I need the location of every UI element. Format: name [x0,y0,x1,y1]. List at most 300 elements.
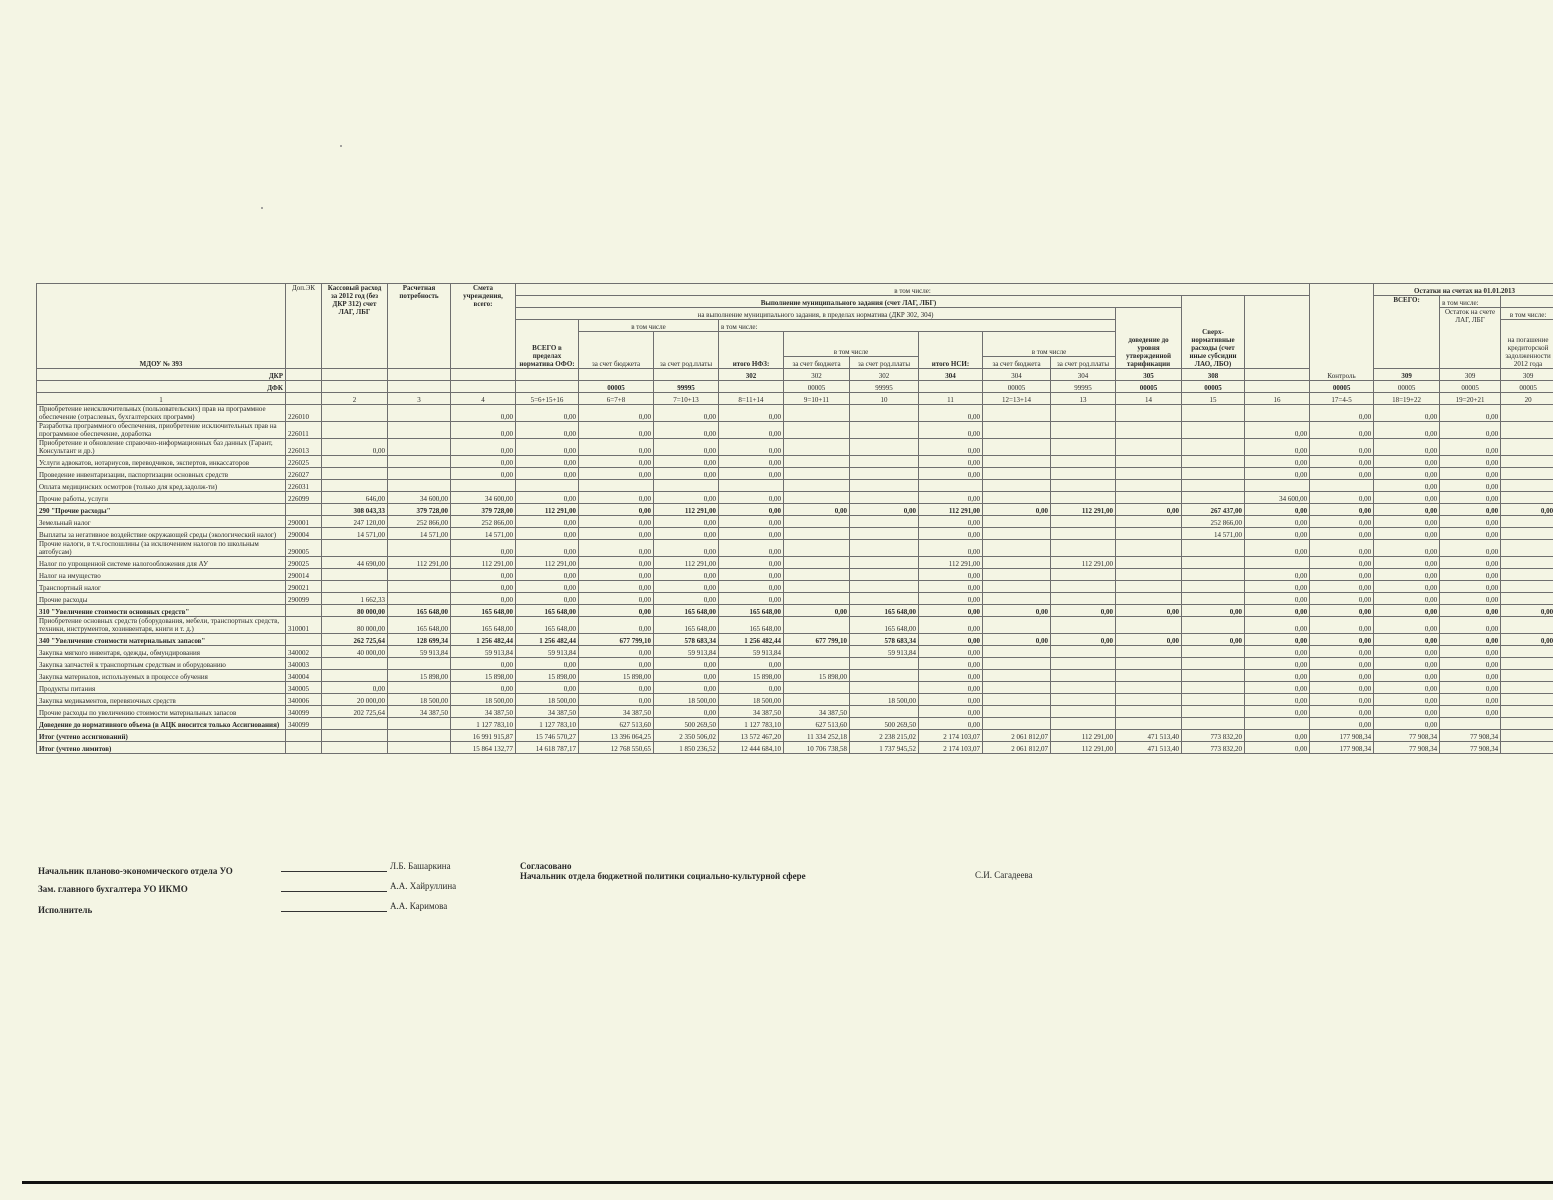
row-value: 165 648,00 [451,605,516,617]
row-value [1116,468,1182,480]
row-value: 0,00 [919,706,983,718]
dkr-cell: 305 [1116,369,1182,381]
dop-ek-header: Доп.ЭК [286,284,322,369]
row-value [1051,646,1116,658]
row-value: 0,00 [1310,581,1374,593]
row-value: 1 850 236,52 [654,742,719,754]
row-value [850,528,919,540]
dfk-cell: 00005 [579,381,654,393]
dfk-cell: 00005 [1374,381,1440,393]
row-value: 0,00 [919,605,983,617]
column-number: 10 [850,393,919,405]
row-value: 0,00 [451,468,516,480]
row-value: 14 571,00 [388,528,451,540]
row-value: 0,00 [654,569,719,581]
row-value [983,694,1051,706]
table-row [37,405,1553,422]
scan-speck [340,145,342,147]
row-value [1182,593,1245,605]
vsego-norm-header: ВСЕГО в пределах норматива ОФО: [516,320,579,369]
row-value [322,422,388,439]
row-value: 112 291,00 [1051,557,1116,569]
table-row [37,730,1553,742]
row-value: 0,00 [1374,422,1440,439]
row-value: 252 866,00 [388,516,451,528]
row-value [983,480,1051,492]
row-name: Проведение инвентаризации, паспортизации основных средств [37,468,286,480]
row-value: 0,00 [1245,617,1310,634]
row-value [1501,528,1553,540]
row-value: 0,00 [654,516,719,528]
row-value [983,439,1051,456]
row-value: 0,00 [579,646,654,658]
row-value: 0,00 [654,670,719,682]
row-value: 20 000,00 [322,694,388,706]
dkr-cell: 304 [1051,369,1116,381]
row-value: 0,00 [654,422,719,439]
row-value [322,718,388,730]
row-value [388,581,451,593]
table-row [37,480,1553,492]
row-value [1501,670,1553,682]
row-value: 0,00 [1440,540,1501,557]
row-value: 379 728,00 [451,504,516,516]
row-value: 0,00 [451,658,516,670]
table-row [37,670,1553,682]
row-value: 15 898,00 [579,670,654,682]
row-value: 500 269,50 [654,718,719,730]
row-value [1501,569,1553,581]
row-value [322,480,388,492]
row-value [784,456,850,468]
row-value: 0,00 [579,516,654,528]
row-value: 0,00 [1051,634,1116,646]
sverh-header: Сверх-нормативные расходы (счет иные субсидии ЛАО, ЛБО) [1182,296,1245,369]
row-value: 165 648,00 [719,617,784,634]
v-tom-chisle2: в том числе: [719,320,1116,332]
row-name: 290 "Прочие расходы" [37,504,286,516]
row-name: Налог на имущество [37,569,286,581]
sign3-name: А.А. Каримова [390,901,448,911]
row-value [579,480,654,492]
row-code [286,634,322,646]
dfk-cell [919,381,983,393]
row-name: Закупка медикаментов, перевязочных средств [37,694,286,706]
row-value: 15 898,00 [719,670,784,682]
row-value [1182,480,1245,492]
row-code: 340005 [286,682,322,694]
row-value: 677 799,10 [784,634,850,646]
row-value: 0,00 [1440,480,1501,492]
row-value: 0,00 [579,439,654,456]
row-value [1182,658,1245,670]
row-name: Закупка запчастей к транспортным средствам и оборудованию [37,658,286,670]
row-value: 0,00 [322,439,388,456]
za-rod-header-2: за счет род.платы [850,357,919,369]
row-value: 0,00 [1245,516,1310,528]
row-value: 202 725,64 [322,706,388,718]
row-value: 0,00 [1245,682,1310,694]
sign1-line [281,871,387,872]
row-value: 0,00 [1310,646,1374,658]
row-value [784,593,850,605]
row-value: 112 291,00 [919,557,983,569]
row-value: 0,00 [1310,682,1374,694]
row-value: 77 908,34 [1374,742,1440,754]
dkr-cell: 302 [850,369,919,381]
row-value: 0,00 [719,405,784,422]
dfk-cell: 99995 [1051,381,1116,393]
row-value: 34 387,50 [784,706,850,718]
row-value [1245,557,1310,569]
row-value: 0,00 [1051,605,1116,617]
row-value: 112 291,00 [388,557,451,569]
column-number: 2 [322,393,388,405]
row-value: 77 908,34 [1440,742,1501,754]
row-value: 80 000,00 [322,605,388,617]
row-value: 0,00 [516,492,579,504]
row-value: 0,00 [1116,504,1182,516]
row-value: 0,00 [1116,605,1182,617]
row-value: 0,00 [1440,634,1501,646]
row-code: 340004 [286,670,322,682]
row-value: 18 500,00 [850,694,919,706]
table-row [37,646,1553,658]
row-name: Оплата медицинских осмотров (только для кред.задолж-ти) [37,480,286,492]
row-value: 0,00 [1374,516,1440,528]
row-value [1182,706,1245,718]
row-value: 0,00 [1440,605,1501,617]
row-value: 0,00 [654,468,719,480]
dfk-cell: 99995 [850,381,919,393]
row-value [1116,540,1182,557]
row-value: 0,00 [919,540,983,557]
row-value: 0,00 [516,422,579,439]
row-value [1116,682,1182,694]
row-value: 0,00 [719,528,784,540]
row-value: 0,00 [1374,617,1440,634]
row-value: 0,00 [579,492,654,504]
row-value [784,480,850,492]
row-value: 0,00 [1310,540,1374,557]
row-value [1501,492,1553,504]
row-value: 13 396 064,25 [579,730,654,742]
row-value: 0,00 [1440,658,1501,670]
row-value [983,569,1051,581]
row-value: 252 866,00 [451,516,516,528]
row-value [1051,694,1116,706]
row-value: 2 174 103,07 [919,742,983,754]
table-row [37,422,1553,439]
row-code [286,742,322,754]
row-value [784,439,850,456]
column-number: 13 [1051,393,1116,405]
row-value: 0,00 [1374,480,1440,492]
row-name: Прочие работы, услуги [37,492,286,504]
row-value [983,516,1051,528]
row-value: 0,00 [1245,646,1310,658]
row-value: 0,00 [1501,605,1553,617]
row-value: 0,00 [719,540,784,557]
column-number: 17=4-5 [1310,393,1374,405]
row-value: 0,00 [1182,634,1245,646]
row-value: 0,00 [719,516,784,528]
row-value: 40 000,00 [322,646,388,658]
row-value: 0,00 [579,569,654,581]
row-code: 226027 [286,468,322,480]
za-rod-header-1: за счет род.платы [654,332,719,369]
row-value: 0,00 [1310,706,1374,718]
row-value [1051,480,1116,492]
row-value: 0,00 [1440,492,1501,504]
table-row [37,617,1553,634]
row-value [1182,646,1245,658]
row-value [983,646,1051,658]
row-value: 0,00 [719,456,784,468]
row-value: 165 648,00 [516,617,579,634]
row-value: 0,00 [1245,694,1310,706]
row-value: 0,00 [579,682,654,694]
row-value: 112 291,00 [1051,730,1116,742]
row-value [850,557,919,569]
row-value [850,405,919,422]
row-value: 0,00 [1440,557,1501,569]
row-value: 15 898,00 [451,670,516,682]
row-value: 0,00 [451,581,516,593]
row-value: 677 799,10 [579,634,654,646]
dkr-cell [1245,369,1310,381]
row-value: 0,00 [719,569,784,581]
row-value [1501,540,1553,557]
row-value [784,682,850,694]
row-value: 2 350 506,02 [654,730,719,742]
row-value: 80 000,00 [322,617,388,634]
row-value: 15 864 132,77 [451,742,516,754]
row-value: 247 120,00 [322,516,388,528]
row-value: 262 725,64 [322,634,388,646]
column-number: 11 [919,393,983,405]
column-number: 8=11+14 [719,393,784,405]
row-value [1182,439,1245,456]
row-value [1501,439,1553,456]
row-value [322,540,388,557]
row-value: 59 913,84 [388,646,451,658]
row-value: 0,00 [579,528,654,540]
row-value: 0,00 [1182,605,1245,617]
row-value: 0,00 [919,516,983,528]
row-value: 18 500,00 [516,694,579,706]
row-value: 0,00 [1310,593,1374,605]
table-row [37,718,1553,730]
row-value: 0,00 [1374,694,1440,706]
row-value: 0,00 [1245,504,1310,516]
row-value: 0,00 [579,593,654,605]
row-value [1501,617,1553,634]
row-value: 0,00 [1116,634,1182,646]
row-value: 0,00 [516,540,579,557]
row-value [1116,422,1182,439]
table-row [37,528,1553,540]
row-value: 112 291,00 [1051,504,1116,516]
column-number: 14 [1116,393,1182,405]
row-value: 627 513,60 [784,718,850,730]
row-value [1182,540,1245,557]
row-value [784,569,850,581]
row-value: 1 127 783,10 [516,718,579,730]
dfk-cell: 00005 [1501,381,1553,393]
row-value [850,540,919,557]
column-number: 9=10+11 [784,393,850,405]
dkr-cell [516,369,579,381]
row-value: 18 500,00 [451,694,516,706]
row-value [1116,569,1182,581]
row-value [1182,492,1245,504]
dkr-cell: 309 [1440,369,1501,381]
row-name: Разработка программного обеспечения, приобретение исключительных прав на программное обеспечение, доработка [37,422,286,439]
row-value: 0,00 [784,504,850,516]
row-value: 15 746 570,27 [516,730,579,742]
row-value: 0,00 [1245,742,1310,754]
row-value: 15 898,00 [388,670,451,682]
row-value [1116,480,1182,492]
row-value [784,492,850,504]
row-value: 0,00 [719,468,784,480]
row-value: 14 571,00 [322,528,388,540]
row-value [983,682,1051,694]
row-value: 0,00 [1310,694,1374,706]
row-value: 12 768 550,65 [579,742,654,754]
row-value: 18 500,00 [654,694,719,706]
row-code: 340002 [286,646,322,658]
column-number: 18=19+22 [1374,393,1440,405]
row-value: 0,00 [1374,439,1440,456]
row-value: 627 513,60 [579,718,654,730]
dfk-cell [516,381,579,393]
row-value [919,480,983,492]
row-value [784,528,850,540]
sign2-title: Зам. главного бухгалтера УО ИКМО [38,884,188,894]
row-value: 112 291,00 [654,504,719,516]
row-value [983,540,1051,557]
dfk-cell: 00005 [1182,381,1245,393]
row-value [1182,456,1245,468]
row-value: 0,00 [919,569,983,581]
row-name: Налог по упрощенной системе налогообложения для АУ [37,557,286,569]
itogo-nfz-header: итого НФЗ: [719,332,784,369]
row-value: 0,00 [1310,658,1374,670]
row-value: 165 648,00 [516,605,579,617]
row-value [388,593,451,605]
row-code: 226011 [286,422,322,439]
sign3-line [281,911,387,912]
dkr-cell [654,369,719,381]
row-value: 0,00 [579,422,654,439]
dkr-label: ДКР [37,369,286,381]
kontrol-header: Контроль [1310,284,1374,381]
row-value: 0,00 [1440,646,1501,658]
row-value: 10 706 738,58 [784,742,850,754]
row-value: 0,00 [919,718,983,730]
row-value: 252 866,00 [1182,516,1245,528]
row-value: 0,00 [1310,439,1374,456]
dkr-cell [579,369,654,381]
v-tom-chisle-ost: в том числе: [1501,308,1553,320]
row-value: 44 690,00 [322,557,388,569]
row-value [1116,617,1182,634]
row-value: 0,00 [1374,682,1440,694]
row-value: 1 127 783,10 [451,718,516,730]
row-value: 0,00 [1245,634,1310,646]
row-value [388,540,451,557]
row-value [1501,516,1553,528]
sign3-title: Исполнитель [38,905,93,915]
row-value: 112 291,00 [451,557,516,569]
row-value [322,456,388,468]
row-value: 0,00 [919,439,983,456]
row-value: 0,00 [654,706,719,718]
row-value [1116,581,1182,593]
row-value: 0,00 [579,456,654,468]
sign1-title: Начальник планово-экономического отдела УО [38,866,233,876]
row-value: 500 269,50 [850,718,919,730]
row-value [784,516,850,528]
na-vyp-header: на выполнение муниципального задания, в пределах норматива (ДКР 302, 304) [516,308,1116,320]
row-value: 0,00 [1310,422,1374,439]
row-value: 0,00 [579,605,654,617]
row-name: Закупка мягкого инвентаря, одежды, обмундирования [37,646,286,658]
row-value [850,670,919,682]
row-value [1051,658,1116,670]
row-value: 0,00 [516,569,579,581]
agreed-title: Начальник отдела бюджетной политики социально-культурной сфере [520,871,806,881]
row-value: 0,00 [451,422,516,439]
table-row [37,706,1553,718]
row-value: 0,00 [919,405,983,422]
row-value: 0,00 [1245,605,1310,617]
row-value [983,593,1051,605]
row-value: 1 256 482,44 [719,634,784,646]
row-value [1501,456,1553,468]
row-value: 18 500,00 [388,694,451,706]
row-value [850,569,919,581]
row-value: 1 127 783,10 [719,718,784,730]
row-name: Земельный налог [37,516,286,528]
v-tom-chisle-nfz: в том числе [784,332,919,357]
row-value [1501,468,1553,480]
itogo-nsi-header: итого НСИ: [919,332,983,369]
row-value: 0,00 [919,456,983,468]
row-value: 12 444 684,10 [719,742,784,754]
row-value: 0,00 [654,581,719,593]
row-value: 0,00 [516,405,579,422]
row-value [1051,528,1116,540]
budget-table-sheet [36,283,1553,754]
row-value [1116,439,1182,456]
row-value [1501,581,1553,593]
row-value: 11 334 252,18 [784,730,850,742]
row-value: 0,00 [579,617,654,634]
row-value: 0,00 [1374,706,1440,718]
za-budg-header-2: за счет бюджета [784,357,850,369]
row-value [983,468,1051,480]
row-value: 0,00 [919,581,983,593]
row-value: 0,00 [1374,593,1440,605]
row-value [983,581,1051,593]
row-value [388,456,451,468]
row-value [322,658,388,670]
row-value: 0,00 [654,456,719,468]
row-value: 0,00 [1310,528,1374,540]
